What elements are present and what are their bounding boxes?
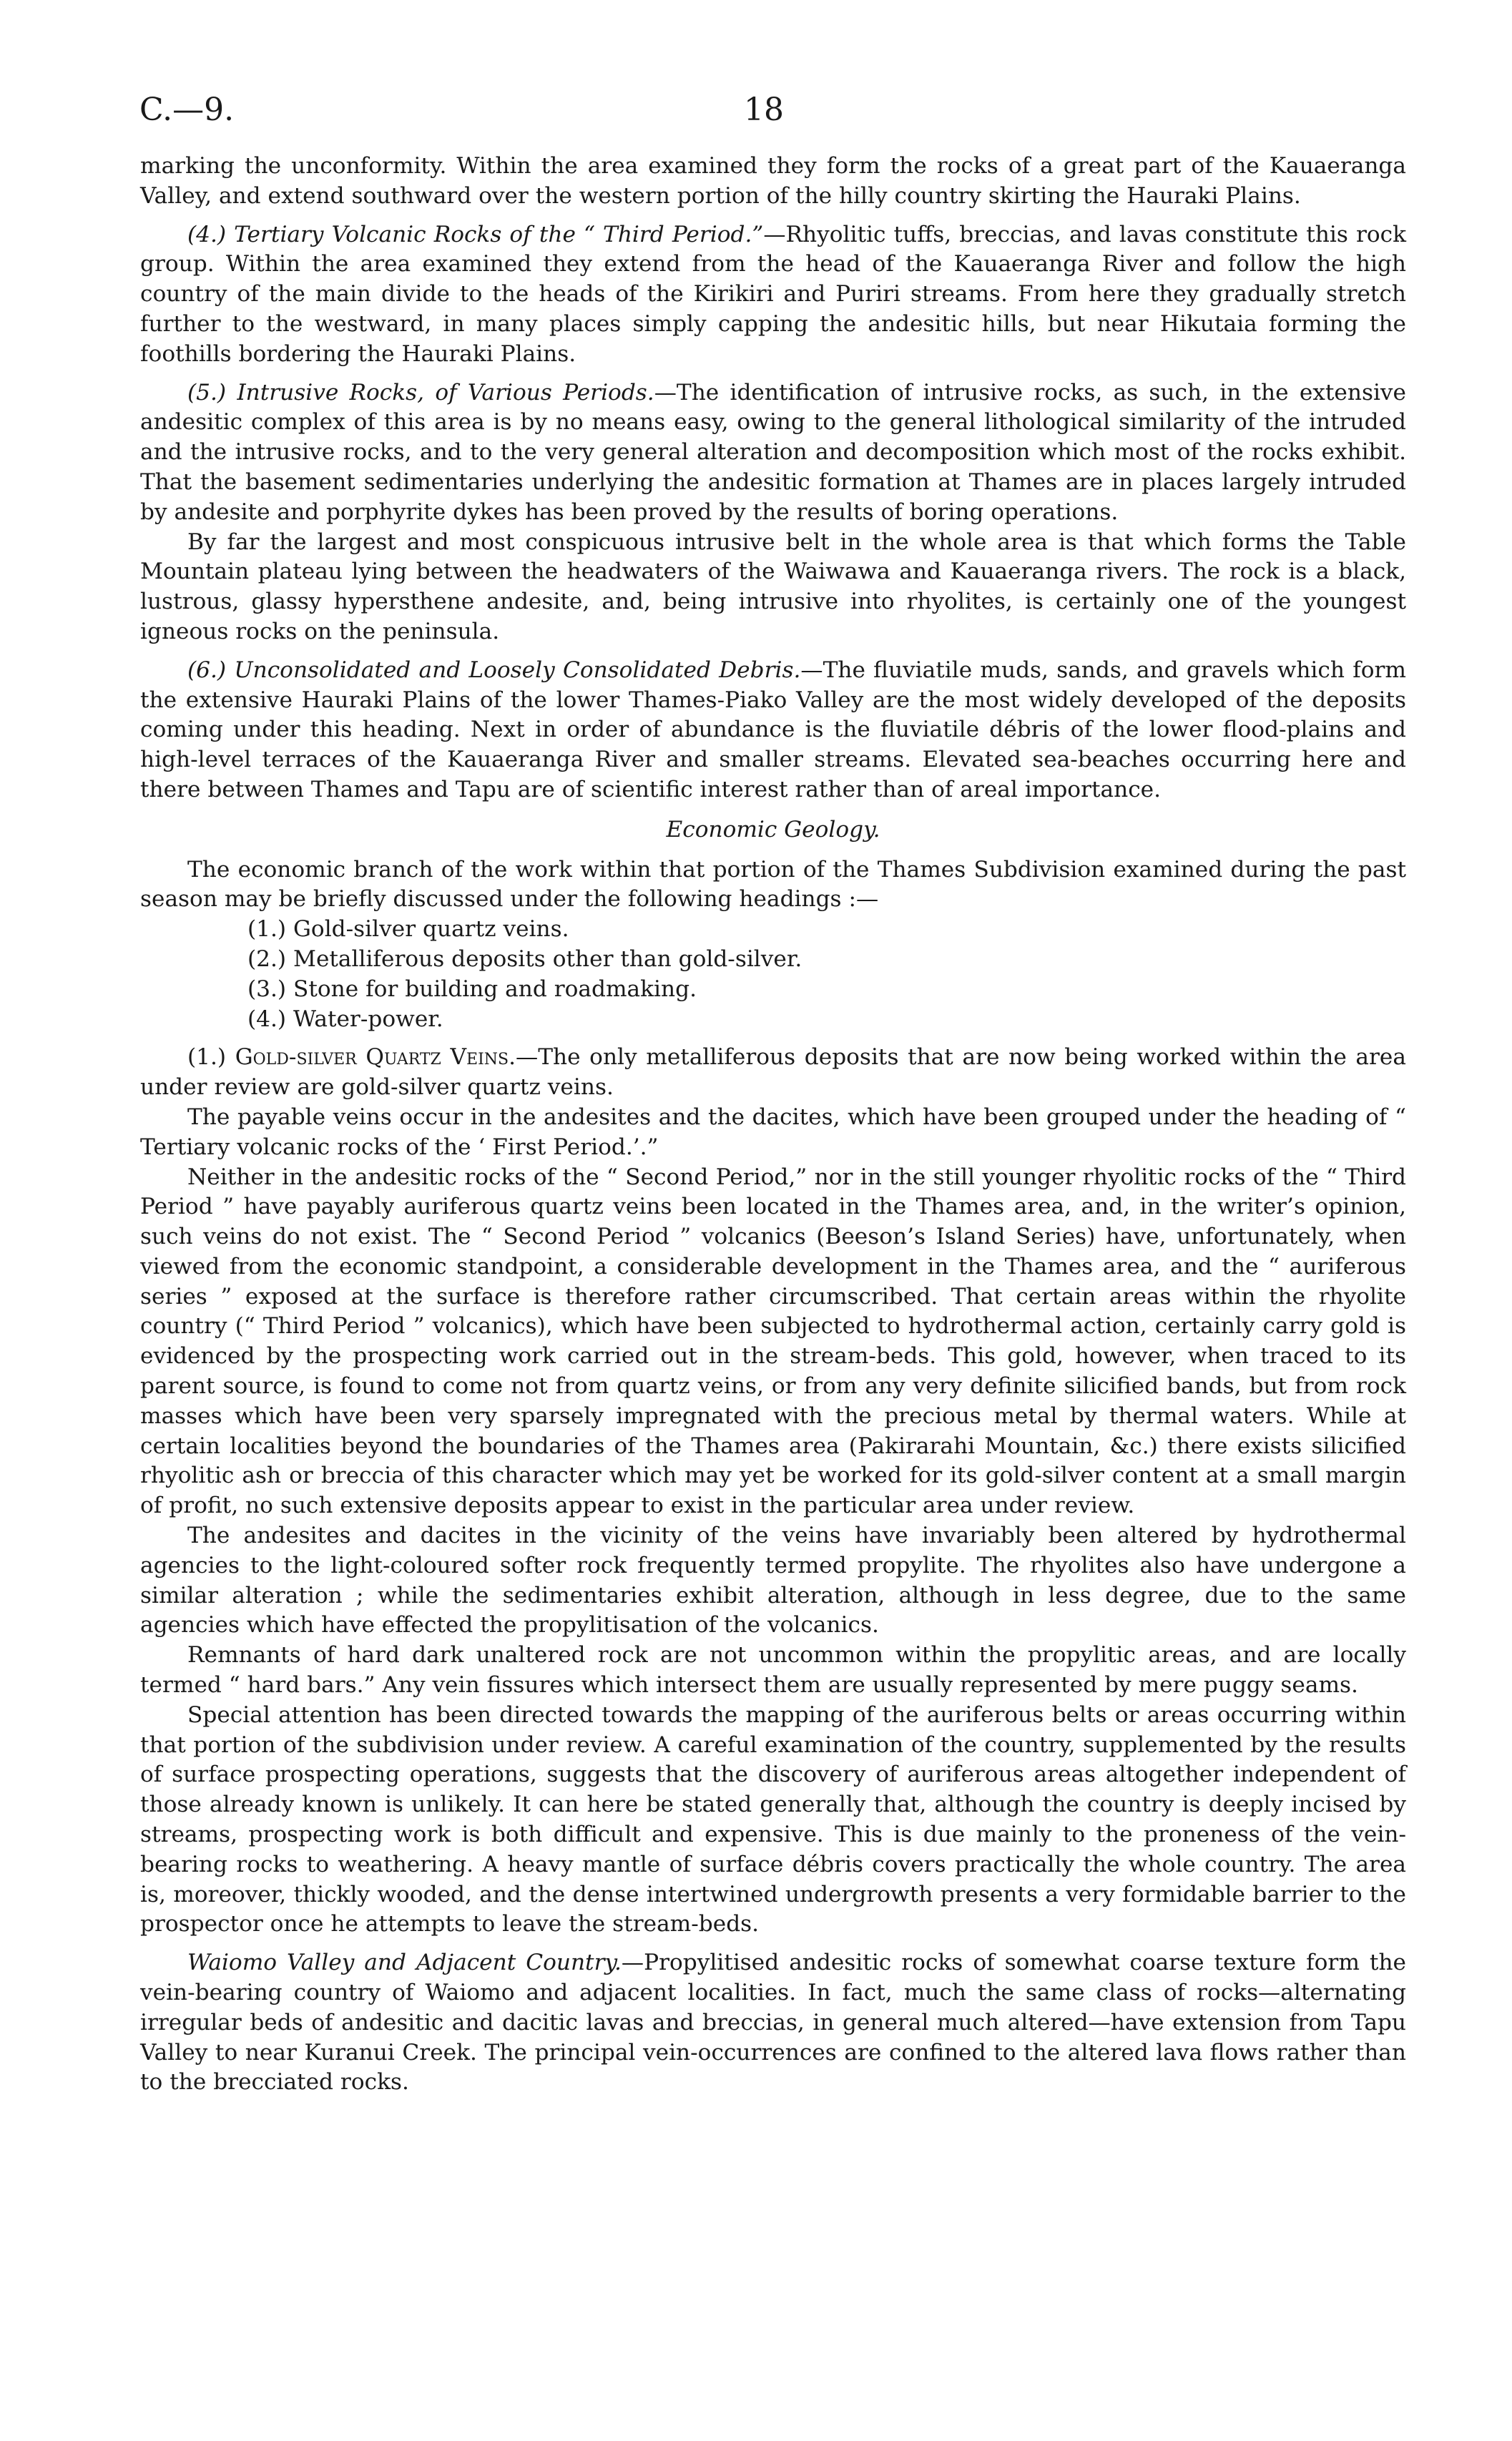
paragraph xyxy=(140,1043,1406,1103)
paragraph xyxy=(140,1701,1406,1940)
list-item: (3.) Stone for building and roadmaking. xyxy=(247,976,697,1002)
paragraph xyxy=(140,220,1406,370)
paragraph-text: The andesites and dacites in the vicinity of the veins have invariably been altered by hydrothermal agencies to the light-coloured softer rock frequently termed propylite. The rhyolites also have undergone a similar alteration ; while the sedimentaries exhibit alteration, although in less degree, due to the same agencies which have effected the propylitisation of the volcanics. xyxy=(140,1523,1406,1639)
paragraph xyxy=(140,528,1406,647)
paragraph-text: Special attention has been directed towards the mapping of the auriferous belts or areas occurring within that portion of the subdivision under review. A careful examination of the country, supplemented by the results of surface prospecting operations, suggests that the discovery of auriferous areas altogether independent of those already known is unlikely. It can here be stated generally that, although the country is deeply incised by streams, prospecting work is both difficult and expensive. This is due mainly to the proneness of the vein-bearing rocks to weathering. A heavy mantle of surface débris covers practically the whole country. The area is, moreover, thickly wooded, and the dense intertwined undergrowth presents a very formidable barrier to the prospector once he attempts to leave the stream-beds. xyxy=(140,1701,1406,1937)
paragraph xyxy=(140,152,1406,212)
paragraph-heading: (6.) Unconsolidated and Loosely Consolidated Debris. xyxy=(187,657,801,683)
paragraph-text: The payable veins occur in the andesites and the dacites, which have been grouped under the heading of “ Tertiary volcanic rocks of the ‘ First Period.’.” xyxy=(140,1104,1406,1160)
report-code: C.—9. xyxy=(139,92,235,128)
paragraph-text: —The fluviatile muds, sands, and gravels which form the extensive Hauraki Plains of the lower Thames-Piako Valley are the most widely developed of the deposits coming under this heading. Next in order of abundance is the fluviatile débris of the lower flood-plains and high-level terraces of the Kauaeranga River and smaller streams. Elevated sea-beaches occurring here and there between Thames and Tapu are of scientific interest rather than of areal importance. xyxy=(140,657,1406,802)
list-item: (4.) Water-power. xyxy=(247,1006,443,1032)
paragraph-text: marking the unconformity. Within the area examined they form the rocks of a great part of the Kauaeranga Valley, and extend southward over the western portion of the hilly country skirting the Hauraki Plains. xyxy=(140,153,1406,209)
list-item: (2.) Metalliferous deposits other than gold-silver. xyxy=(247,946,802,972)
paragraph-heading: Waiomo Valley and Adjacent Country. xyxy=(187,1950,622,1976)
paragraph xyxy=(140,656,1406,805)
paragraph-text: Remnants of hard dark unaltered rock are not uncommon within the propylitic areas, and are locally termed “ hard bars.” Any vein fissures which intersect them are usually represented by mere puggy seams. xyxy=(140,1642,1406,1699)
list-item: (1.) Gold-silver quartz veins. xyxy=(247,916,569,943)
paragraph xyxy=(140,1641,1406,1701)
headings-list xyxy=(140,915,1406,1034)
paragraph-text: —Propylitised andesitic rocks of somewhat coarse texture form the vein-bearing country of Waiomo and adjacent localities. In fact, much the same class of rocks—alternating irregular beds of andesitic and dacitic lavas and breccias, in general much altered—have extension from Tapu Valley to near Kuranui Creek. The principal vein-occurrences are confined to the altered lava flows rather than to the brecciated rocks. xyxy=(140,1950,1406,2096)
paragraph-text: —The only metalliferous deposits that are now being worked within the area under review are gold-silver quartz veins. xyxy=(140,1044,1406,1101)
body-text xyxy=(140,152,1406,2098)
paragraph xyxy=(140,378,1406,528)
section-heading: Economic Geology. xyxy=(666,816,880,843)
paragraph-heading: (1.) Gold-silver Quartz Veins. xyxy=(187,1044,516,1071)
paragraph-text: —The identification of intrusive rocks, as such, in the extensive andesitic complex of this area is by no means easy, owing to the general lithological similarity of the intruded and the intrusive rocks, and to the very general alteration and decomposition which most of the rocks exhibit. That the basement sedimentaries underlying the andesitic formation at Thames are in places largely intruded by andesite and porphyrite dykes has been proved by the results of boring operations. xyxy=(140,379,1406,525)
paragraph-text: —Rhyolitic tuffs, breccias, and lavas constitute this rock group. Within the area examined they extend from the head of the Kauaeranga River and follow the high country of the main divide to the heads of the Kirikiri and Puriri streams. From here they gradually stretch further to the westward, in many places simply capping the andesitic hills, but near Hikutaia forming the foothills bordering the Hauraki Plains. xyxy=(140,221,1406,367)
paragraph-text: Neither in the andesitic rocks of the “ Second Period,” nor in the still younger rhyolitic rocks of the “ Third Period ” have payably auriferous quartz veins been located in the Thames area, and, in the writer’s opinion, such veins do not exist. The “ Second Period ” volcanics (Beeson’s Island Series) have, unfortunately, when viewed from the economic standpoint, a considerable development in the Thames area, and the “ auriferous series ” exposed at the surface is therefore rather circumscribed. That certain areas within the rhyolite country (“ Third Period ” volcanics), which have been subjected to hydrothermal action, certainly carry gold is evidenced by the prospecting work carried out in the stream-beds. This gold, however, when traced to its parent source, is found to come not from quartz veins, or from any very definite silicified bands, but from rock masses which have been very sparsely impregnated with the precious metal by thermal waters. While at certain localities beyond the boundaries of the Thames area (Pakirarahi Mountain, &c.) there exists silicified rhyolitic ash or breccia of this character which may yet be worked for its gold-silver content at a small margin of profit, no such extensive deposits appear to exist in the particular area under review. xyxy=(140,1164,1406,1519)
paragraph xyxy=(140,1521,1406,1641)
page-number: 18 xyxy=(744,92,784,128)
paragraph xyxy=(140,1103,1406,1163)
paragraph-heading: (4.) Tertiary Volcanic Rocks of the “ Third Period.” xyxy=(187,221,764,247)
paragraph-text: By far the largest and most conspicuous intrusive belt in the whole area is that which forms the Table Mountain plateau lying between the headwaters of the Waiwawa and Kauaeranga rivers. The rock is a black, lustrous, glassy hypersthene andesite, and, being intrusive into rhyolites, is certainly one of the youngest igneous rocks on the peninsula. xyxy=(140,529,1406,644)
paragraph-heading: (5.) Intrusive Rocks, of Various Periods. xyxy=(187,379,654,406)
intro-paragraph: The economic branch of the work within that portion of the Thames Subdivision examined during the past season may be briefly discussed under the following headings :— xyxy=(140,856,1406,913)
paragraph xyxy=(140,1948,1406,2098)
paragraph xyxy=(140,1163,1406,1522)
